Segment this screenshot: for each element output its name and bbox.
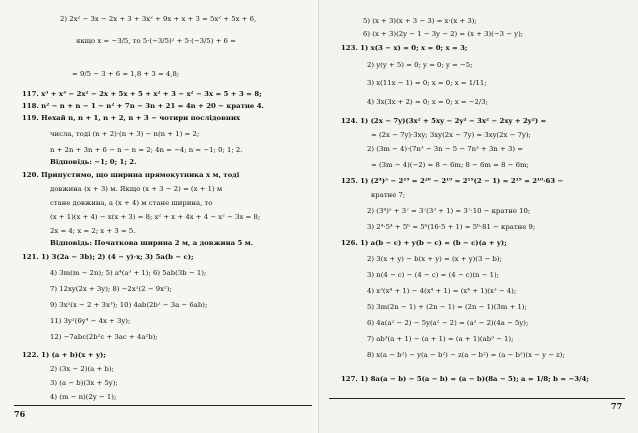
text-line: 2x = 4; x = 2; x + 3 = 5. [50,228,136,235]
text-line: 5) 3m(2n − 1) + (2n − 1) = (2n − 1)(3m + 1); [367,304,527,311]
page-number: 76 [14,409,26,419]
text-line: = 9/5 − 3 + 6 = 1,8 + 3 = 4,8; [72,71,180,78]
text-line: 3) x(11x − 1) = 0; x = 0; x = 1/11; [367,80,487,87]
text-line: 6) (x + 3)(2y − 1 − 3y − 2) = (x + 3)(−3 − y); [363,31,524,38]
text-line: 2) (3x − 2)(a + b); [50,366,114,373]
footer-rule [14,405,312,406]
exercise-125: 125. 1) (2⁴)⁵ − 2¹⁹ = 2²⁰ − 2¹⁹ = 2¹⁹(2 − 1) = 2¹⁹ = 2¹⁰·63 − [341,178,564,185]
text-line: 3) 2⁴·5⁴ + 5⁶ = 5⁶(16·5 + 1) = 5⁶·81 − кратне 9; [367,224,536,231]
text-line: 4) x³(x⁴ + 1) − 4(x⁴ + 1) = (x⁴ + 1)(x³ − 4); [367,288,517,295]
exercise-118: 118. n² − n + n − 1 − n² + 7n − 3n + 21 = 4n + 20 − кратне 4. [22,103,264,110]
text-line: 2) 3(x + y) − b(x + y) = (x + y)(3 − b); [367,256,502,263]
text-line: 2) (3m − 4)·(7n³ − 3n − 5 − 7n³ + 3n + 3) = [367,146,523,153]
exercise-117: 117. x³ + x³ − 2x² − 2x + 5x + 5 + x² + 3 − x² − 3x = 5 + 3 = 8; [22,91,262,98]
footer-rule [329,398,625,399]
text-line: 6) 4a(a² − 2) − 5y(a² − 2) = (a² − 2)(4a − 5y); [367,320,529,327]
text-line: 2) (3⁴)⁵ + 3⁷ = 3⁷(3³ + 1) = 3⁷·10 − кратне 10; [367,208,531,215]
exercise-120: 120. Припустимо, що ширина прямокутника x м, тоді [22,172,240,179]
text-line: 4) (m − n)(2y − 1); [50,394,117,401]
exercise-121: 121. 1) 3(2a − 3b); 2) (4 − y)·x; 3) 5a(b − c); [22,254,194,261]
text-line: 12) −7abc(2b²c + 3ac + 4a²b); [50,334,158,341]
answer-line: Відповідь: −1; 0; 1; 2. [50,159,137,166]
text-line: = (3m − 4)(−2) = 8 − 6m; 8 − 6m = 8 − 6m; [371,162,529,169]
text-line: 9) 3x²(x − 2 + 3x³); 10) 4ab(2b² − 3a − 6ab); [50,302,208,309]
text-line: довжина (x + 3) м. Якщо (x + 3 − 2) = (x + 1) м [50,186,223,193]
text-line: 5) (x + 3)(x + 3 − 3) = x·(x + 3); [363,18,477,25]
text-line: (x + 1)(x + 4) − x(x + 3) = 8; x² + x + 4x + 4 − x² − 3x = 8; [50,214,261,221]
text-line: стане довжина, а (x + 4) м стане ширина, то [50,200,213,207]
text-line: 3) n(4 − c) − (4 − c) = (4 − c)(n − 1); [367,272,500,279]
text-line: якщо x = −3/5, то 5·(−3/5)² + 5·(−3/5) + 6 = [76,38,236,45]
text-line: числа, тоді (n + 2)·(n + 3) − n(n + 1) = 2; [50,131,200,138]
exercise-123: 123. 1) x(3 − x) = 0; x = 0; x = 3; [341,45,468,52]
text-line: 4) 3m(m − 2n); 5) a⁴(a³ + 1); 6) 5ab(3b − 1); [50,270,207,277]
exercise-119: 119. Нехай n, n + 1, n + 2, n + 3 − чотири послідовних [22,115,241,122]
text-line: 7) 12xy(2x + 3y); 8) −2x²(2 − 9x²); [50,286,172,293]
text-line: 3) (a − b)(3x + 5y); [50,380,118,387]
text-line: 2) y(y + 5) = 0; y = 0; y = −5; [367,62,473,69]
page-number: 77 [611,401,623,411]
text-line: = (2x − 7y)·3xy; 3xy(2x − 7y) = 3xy(2x − 7y); [371,132,531,139]
text-line: кратне 7; [371,192,406,199]
text-line: 7) ab³(a + 1) − (a + 1) = (a + 1)(ab³ − 1); [367,336,514,343]
answer-line: Відповідь: Початкова ширина 2 м, а довжина 5 м. [50,240,254,247]
text-line: 8) x(a − b²) − y(a − b²) − z(a − b²) = (a − b²)(x − y − z); [367,352,565,359]
exercise-127: 127. 1) 8a(a − b) − 5(a − b) = (a − b)(8a − 5); a = 1/8; b = −3/4; [341,376,589,383]
right-page [319,0,638,433]
exercise-126: 126. 1) a(b − c) + y(b − c) = (b − c)(a + y); [341,240,507,247]
text-line: n + 2n + 3n + 6 − n − n = 2; 4n = −4; n = −1; 0; 1; 2. [50,147,243,154]
exercise-122: 122. 1) (a + b)(x + y); [22,352,106,359]
text-line: 4) 3x(3x + 2) = 0; x = 0; x = −2/3; [367,99,488,106]
exercise-124: 124. 1) (2x − 7y)(3x² + 5xy − 2y² − 3x² − 2xy + 2y²) = [341,118,547,125]
text-line: 11) 3y²(6y⁴ − 4x + 3y); [50,318,131,325]
text-line: 2) 2x² − 3x − 2x + 3 + 3x² + 9x + x + 3 = 5x² + 5x + 6, [60,16,257,23]
